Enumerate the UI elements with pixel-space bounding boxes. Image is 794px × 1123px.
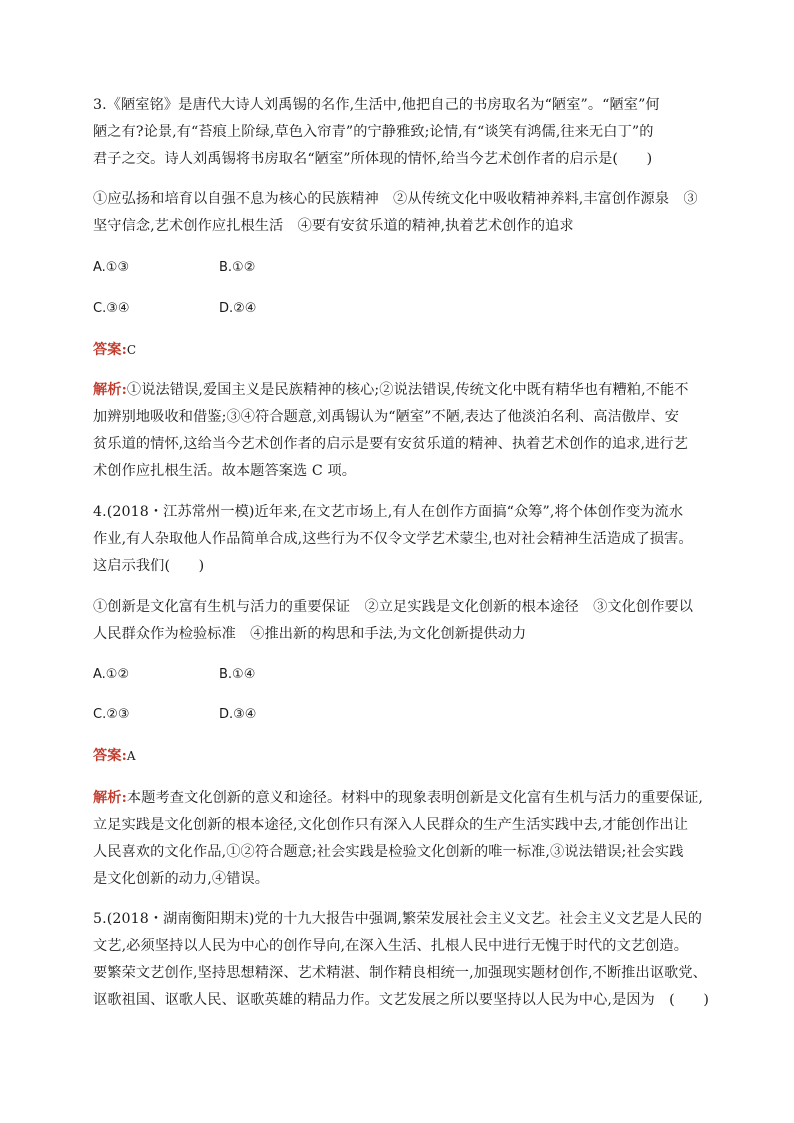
- q4-explanation-text-1: 本题考查文化创新的意义和途径。材料中的现象表明创新是文化富有生机与活力的重要保证,: [126, 790, 704, 806]
- q4-option-a: A.①②: [93, 667, 130, 682]
- q3-stem-line-2: 陋之有?论景,有“苔痕上阶绿,草色入帘青”的宁静雅致;论情,有“谈笑有鸿儒,往来无白丁”的: [93, 124, 654, 140]
- q5-stem-line-1: 5.(2018・湖南衡阳期末)党的十九大报告中强调,繁荣发展社会主义文艺。社会主义文艺是人民的: [93, 911, 703, 927]
- q4-explanation-line-4: 是文化创新的动力,④错误。: [93, 871, 270, 887]
- q3-explanation-line-2: 加辨别地吸收和借鉴;③④符合题意,刘禹锡认为“陋室”不陋,表达了他淡泊名利、高洁傲岸、安: [93, 409, 680, 425]
- q3-stem-line-3: 君子之交。诗人刘禹锡将书房取名“陋室”所体现的情怀,给当今艺术创作者的启示是( ): [93, 151, 653, 167]
- q4-answer: [93, 746, 136, 766]
- q4-option-b: B.①④: [219, 667, 256, 682]
- q3-item-line-2: 坚守信念,艺术创作应扎根生活 ④要有安贫乐道的精神,执着艺术创作的追求: [93, 218, 574, 234]
- q3-option-d: D.②④: [219, 301, 257, 316]
- q3-explanation-line-4: 术创作应扎根生活。故本题答案选 C 项。: [93, 463, 357, 479]
- q5-stem-line-3: 要繁荣文艺创作,坚持思想精深、艺术精湛、制作精良相统一,加强现实题材创作,不断推出讴歌党、: [93, 965, 707, 981]
- q4-explanation-label: 解析:: [93, 790, 127, 806]
- q3-explanation-text-1: ①说法错误,爱国主义是民族精神的核心;②说法错误,传统文化中既有精华也有糟粕,不能不: [126, 382, 689, 398]
- q3-stem-line-1: 3.《陋室铭》是唐代大诗人刘禹锡的名作,生活中,他把自己的书房取名为“陋室”。“陋室”何: [93, 97, 660, 113]
- q4-option-d: D.③④: [219, 707, 257, 722]
- q3-explanation-line-1: [93, 380, 689, 400]
- q3-option-a: A.①③: [93, 260, 130, 275]
- q4-explanation-line-1: [93, 788, 703, 808]
- q4-answer-value: A: [126, 749, 136, 763]
- q4-stem-line-3: 这启示我们( ): [93, 558, 205, 574]
- q5-stem-line-4: 讴歌祖国、讴歌人民、讴歌英雄的精品力作。文艺发展之所以要坚持以人民为中心,是因为 ( ): [93, 992, 709, 1008]
- q4-item-line-1: ①创新是文化富有生机与活力的重要保证 ②立足实践是文化创新的根本途径 ③文化创作要以: [93, 599, 694, 615]
- q3-option-c: C.③④: [93, 301, 130, 316]
- q5-stem-line-2: 文艺,必须坚持以人民为中心的创作导向,在深入生活、扎根人民中进行无愧于时代的文艺创造。: [93, 938, 689, 954]
- q3-item-line-1: ①应弘扬和培育以自强不息为核心的民族精神 ②从传统文化中吸收精神养料,丰富创作源泉 ③: [93, 191, 698, 207]
- q4-stem-line-2: 作业,有人杂取他人作品简单合成,这些行为不仅令文学艺术蒙尘,也对社会精神生活造成了损害。: [93, 531, 693, 547]
- q3-explanation-label: 解析:: [93, 382, 127, 398]
- q3-answer-label: 答案:: [93, 342, 127, 358]
- q4-explanation-line-2: 立足实践是文化创新的根本途径,文化创作只有深入人民群众的生产生活实践中去,才能创作出让: [93, 817, 689, 833]
- q3-answer-value: C: [126, 343, 137, 357]
- q3-option-b: B.①②: [219, 260, 256, 275]
- q4-answer-label: 答案:: [93, 748, 127, 764]
- q4-item-line-2: 人民群众作为检验标准 ④推出新的构思和手法,为文化创新提供动力: [93, 626, 527, 642]
- q4-option-c: C.②③: [93, 707, 130, 722]
- q3-explanation-line-3: 贫乐道的情怀,这给当今艺术创作者的启示是要有安贫乐道的精神、执着艺术创作的追求,进行艺: [93, 436, 689, 452]
- q4-explanation-line-3: 人民喜欢的文化作品,①②符合题意;社会实践是检验文化创新的唯一标准,③说法错误;社会实践: [93, 844, 684, 860]
- q4-stem-line-1: 4.(2018・江苏常州一模)近年来,在文艺市场上,有人在创作方面搞“众筹”,将个体创作变为流水: [93, 504, 684, 520]
- q3-answer: [93, 340, 136, 360]
